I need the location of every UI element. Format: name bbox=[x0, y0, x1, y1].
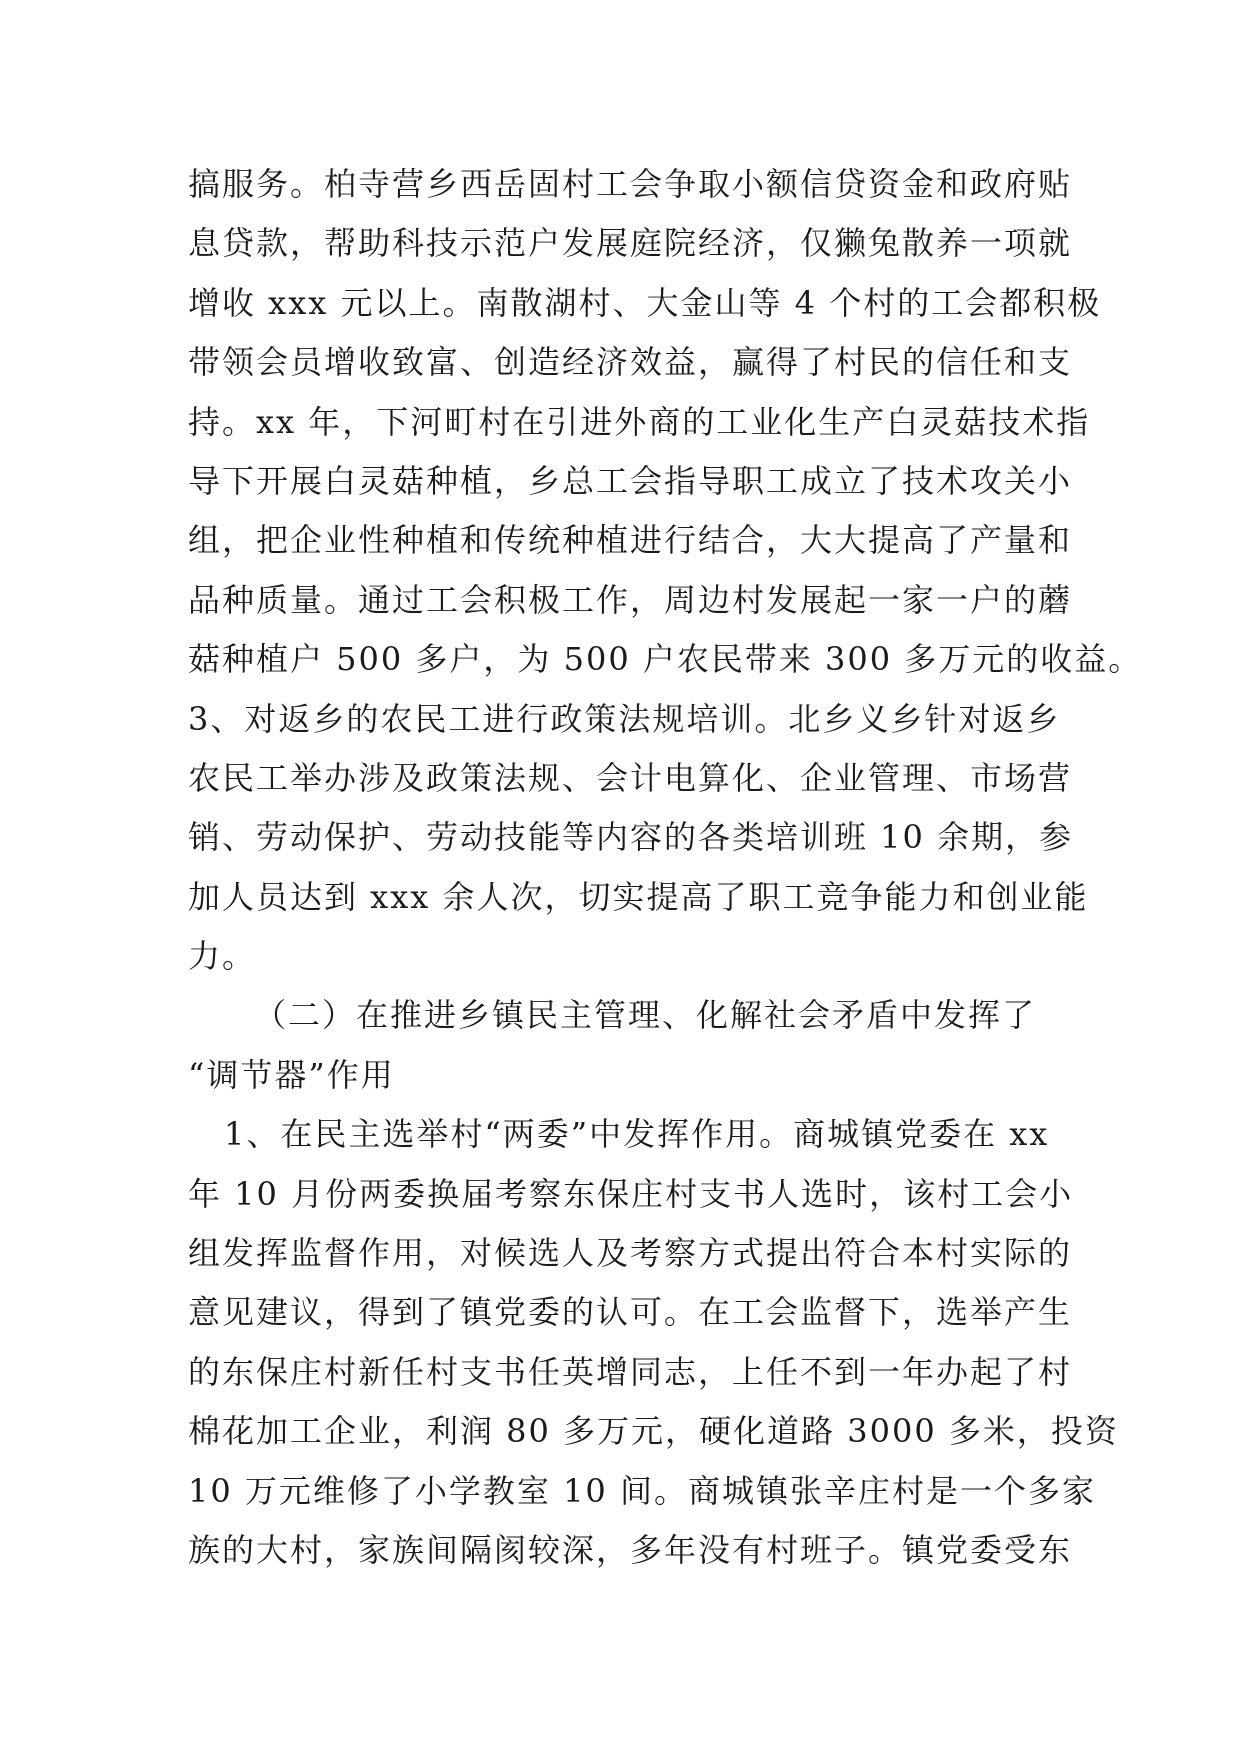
text-line: 年 10 月份两委换届考察东保庄村支书人选时，该村工会小 bbox=[188, 1174, 1074, 1213]
text-line: 加人员达到 xxx 余人次，切实提高了职工竞争能力和创业能 bbox=[188, 877, 1089, 916]
text-line: 棉花加工企业，利润 80 多万元，硬化道路 3000 多米，投资 bbox=[188, 1412, 1119, 1451]
text-line: 息贷款，帮助科技示范户发展庭院经济，仅獭兔散养一项就 bbox=[188, 224, 1073, 263]
text-line: 的东保庄村新任村支书任英增同志，上任不到一年办起了村 bbox=[188, 1352, 1073, 1391]
text-line: 意见建议，得到了镇党委的认可。在工会监督下，选举产生 bbox=[188, 1293, 1073, 1332]
section-heading: （二）在推进乡镇民主管理、化解社会矛盾中发挥了 bbox=[254, 996, 1037, 1035]
text-line: 组，把企业性种植和传统种植进行结合，大大提高了产量和 bbox=[188, 521, 1073, 560]
text-line: 力。 bbox=[188, 937, 257, 976]
text-line: 10 万元维修了小学教室 10 间。商城镇张辛庄村是一个多家 bbox=[188, 1471, 1096, 1510]
text-line: 搞服务。柏寺营乡西岳固村工会争取小额信贷资金和政府贴 bbox=[188, 165, 1073, 203]
text-line: 菇种植户 500 多户，为 500 户农民带来 300 多万元的收益。 bbox=[188, 640, 1143, 679]
text-line: 导下开展白灵菇种植，乡总工会指导职工成立了技术攻关小 bbox=[188, 461, 1073, 500]
text-line: 农民工举办涉及政策法规、会计电算化、企业管理、市场营 bbox=[188, 758, 1073, 797]
text-line: 增收 xxx 元以上。南散湖村、大金山等 4 个村的工会都积极 bbox=[188, 283, 1102, 322]
text-line: 持。xx 年，下河町村在引进外商的工业化生产白灵菇技术指 bbox=[188, 402, 1091, 441]
text-line: 3、对返乡的农民工进行政策法规培训。北乡义乡针对返乡 bbox=[188, 699, 1061, 738]
text-line: 组发挥监督作用，对候选人及考察方式提出符合本村实际的 bbox=[188, 1234, 1073, 1273]
text-line: 族的大村，家族间隔阂较深，多年没有村班子。镇党委受东 bbox=[188, 1530, 1073, 1569]
subsection-start: 1、在民主选举村“两委”中发挥作用。商城镇党委在 xx bbox=[224, 1115, 1050, 1154]
body-text bbox=[188, 155, 1143, 1580]
text-line: 品种质量。通过工会积极工作，周边村发展起一家一户的蘑 bbox=[188, 580, 1073, 619]
section-heading-continued: “调节器”作用 bbox=[188, 1055, 395, 1094]
text-line: 带领会员增收致富、创造经济效益，赢得了村民的信任和支 bbox=[188, 343, 1073, 382]
text-line: 销、劳动保护、劳动技能等内容的各类培训班 10 余期，参 bbox=[188, 818, 1074, 857]
